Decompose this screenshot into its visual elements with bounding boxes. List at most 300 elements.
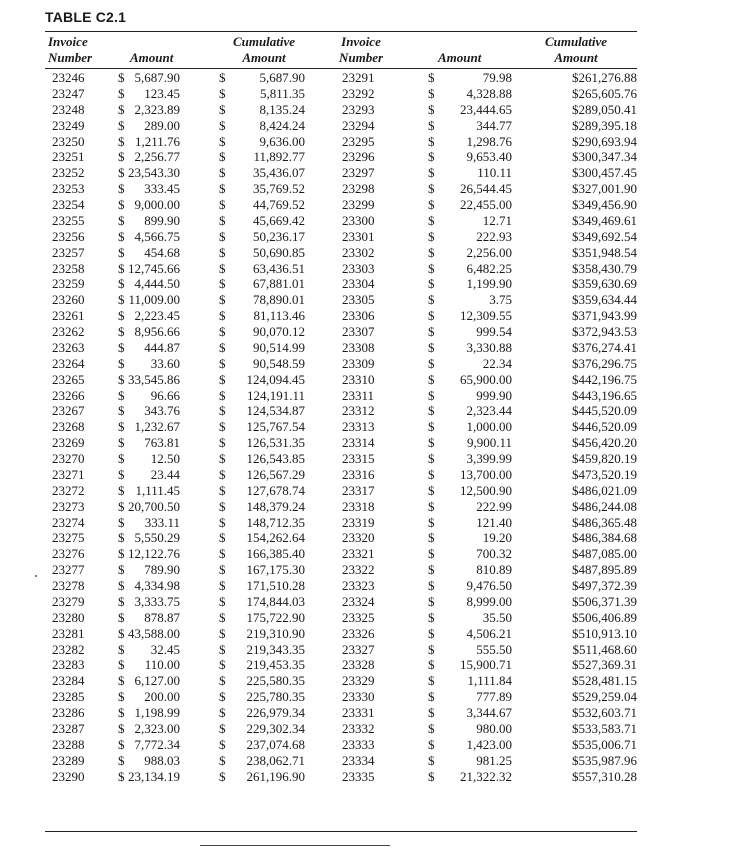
invoice-number-2-cell: 23313 bbox=[342, 419, 375, 435]
table-row bbox=[0, 626, 754, 642]
amount-2-cell: 3,344.67 bbox=[466, 705, 512, 720]
invoice-number-1-cell: 23253 bbox=[52, 181, 85, 197]
invoice-number-2-cell: 23298 bbox=[342, 181, 375, 197]
amount-2-cell: 999.54 bbox=[476, 324, 512, 339]
cumulative-amount-2-cell: $529,259.04 bbox=[572, 689, 637, 705]
cumulative-amount-1-cell: 219,453.35 bbox=[246, 657, 305, 673]
cumulative-amount-1-cell: 5,687.90 bbox=[259, 70, 305, 85]
invoice-number-1-cell: 23259 bbox=[52, 276, 85, 292]
table-row bbox=[0, 451, 754, 467]
cumulative-amount-2-cell: $359,634.44 bbox=[572, 292, 637, 308]
amount-2-cell: 9,476.50 bbox=[466, 578, 512, 593]
header-invoice-number-2-line1: Invoice bbox=[341, 34, 381, 49]
invoice-number-2-cell: 23296 bbox=[342, 149, 375, 165]
amount-2-cell: 22,455.00 bbox=[460, 197, 512, 212]
cumulative-amount-2-cell: $261,276.88 bbox=[572, 70, 637, 85]
cumulative-amount-2-cell: $372,943.53 bbox=[572, 324, 637, 339]
cumulative-amount-1-currency-sign: $ bbox=[219, 165, 226, 181]
table-row bbox=[0, 546, 754, 562]
amount-2-cell: 26,544.45 bbox=[460, 181, 512, 197]
amount-2-cell: 1,199.90 bbox=[466, 276, 512, 292]
invoice-number-2-cell: 23316 bbox=[342, 466, 375, 482]
invoice-number-2-cell: 23307 bbox=[342, 324, 375, 339]
invoice-number-2-cell: 23323 bbox=[342, 578, 375, 593]
amount-2-currency-sign: $ bbox=[428, 466, 435, 482]
invoice-number-2-cell: 23293 bbox=[342, 101, 375, 117]
invoice-number-2-cell: 23295 bbox=[342, 133, 375, 149]
amount-2-cell: 222.99 bbox=[476, 498, 512, 514]
invoice-number-2-cell: 23325 bbox=[342, 609, 375, 625]
invoice-number-2-cell: 23333 bbox=[342, 736, 375, 752]
amount-1-cell: 988.03 bbox=[144, 752, 180, 768]
header-cumulative-amount-1-line1: Cumulative bbox=[232, 34, 296, 49]
cumulative-amount-1-cell: 67,881.01 bbox=[253, 276, 305, 292]
amount-1-cell: 33,545.86 bbox=[128, 371, 180, 387]
amount-1-cell: 899.90 bbox=[144, 212, 180, 228]
table-row bbox=[0, 165, 754, 181]
amount-1-cell: 454.68 bbox=[144, 244, 180, 260]
amount-2-cell: 15,900.71 bbox=[460, 657, 512, 673]
cumulative-amount-1-cell: 125,767.54 bbox=[246, 419, 305, 435]
invoice-number-1-cell: 23251 bbox=[52, 149, 85, 165]
cumulative-amount-2-cell: $506,406.89 bbox=[572, 609, 637, 625]
amount-1-cell: 6,127.00 bbox=[134, 673, 180, 689]
cumulative-amount-1-cell: 225,580.35 bbox=[246, 673, 305, 689]
amount-1-currency-sign: $ bbox=[118, 689, 125, 705]
cumulative-amount-1-currency-sign: $ bbox=[219, 292, 226, 308]
amount-2-cell: 79.98 bbox=[482, 70, 512, 85]
amount-2-currency-sign: $ bbox=[428, 355, 435, 371]
invoice-number-1-cell: 23278 bbox=[52, 578, 85, 593]
cumulative-amount-1-cell: 11,892.77 bbox=[253, 149, 305, 165]
table-row bbox=[0, 515, 754, 531]
amount-1-currency-sign: $ bbox=[118, 355, 125, 371]
amount-2-cell: 4,328.88 bbox=[466, 85, 512, 101]
amount-2-cell: 12.71 bbox=[482, 212, 512, 228]
amount-2-cell: 13,700.00 bbox=[460, 466, 512, 482]
amount-1-cell: 20,700.50 bbox=[128, 498, 180, 514]
invoice-number-1-cell: 23270 bbox=[52, 451, 85, 466]
cumulative-amount-1-cell: 81,113.46 bbox=[253, 308, 305, 324]
cumulative-amount-2-cell: $533,583.71 bbox=[572, 720, 637, 736]
header-cumulative-amount-2-line2: Amount bbox=[554, 50, 598, 65]
cumulative-amount-1-currency-sign: $ bbox=[219, 609, 226, 625]
invoice-number-1-cell: 23250 bbox=[52, 133, 85, 149]
amount-2-cell: 4,506.21 bbox=[466, 625, 512, 641]
amount-1-cell: 8,956.66 bbox=[134, 324, 180, 339]
cumulative-amount-1-cell: 229,302.34 bbox=[246, 720, 305, 736]
amount-2-currency-sign: $ bbox=[428, 546, 435, 562]
amount-2-cell: 8,999.00 bbox=[466, 593, 512, 609]
amount-2-currency-sign: $ bbox=[428, 768, 435, 784]
amount-1-currency-sign: $ bbox=[118, 324, 125, 339]
cumulative-amount-1-currency-sign: $ bbox=[219, 752, 226, 768]
invoice-number-1-cell: 23282 bbox=[52, 641, 85, 657]
invoice-number-2-cell: 23331 bbox=[342, 705, 375, 720]
table-row bbox=[0, 229, 754, 245]
amount-2-currency-sign: $ bbox=[428, 165, 435, 181]
amount-2-cell: 1,298.76 bbox=[466, 133, 512, 149]
cumulative-amount-1-cell: 90,548.59 bbox=[253, 355, 305, 371]
cumulative-amount-1-currency-sign: $ bbox=[219, 244, 226, 260]
amount-1-cell: 1,198.99 bbox=[134, 705, 180, 720]
invoice-number-2-cell: 23314 bbox=[342, 435, 375, 451]
amount-2-cell: 121.40 bbox=[476, 514, 512, 530]
cumulative-amount-1-cell: 238,062.71 bbox=[246, 752, 305, 768]
amount-2-currency-sign: $ bbox=[428, 324, 435, 339]
cumulative-amount-1-cell: 174,844.03 bbox=[246, 593, 305, 609]
amount-1-cell: 12,745.66 bbox=[128, 260, 180, 276]
invoice-number-1-cell: 23268 bbox=[52, 419, 85, 435]
amount-2-currency-sign: $ bbox=[428, 609, 435, 625]
invoice-number-2-cell: 23306 bbox=[342, 308, 375, 324]
header-invoice-number-2-line2: Number bbox=[338, 50, 384, 65]
cumulative-amount-1-currency-sign: $ bbox=[219, 736, 226, 752]
table-row bbox=[0, 388, 754, 404]
amount-1-cell: 110.00 bbox=[144, 657, 180, 673]
invoice-number-1-cell: 23267 bbox=[52, 403, 85, 419]
amount-2-currency-sign: $ bbox=[428, 657, 435, 673]
cumulative-amount-1-currency-sign: $ bbox=[219, 768, 226, 784]
amount-1-currency-sign: $ bbox=[118, 546, 125, 562]
amount-1-currency-sign: $ bbox=[118, 197, 125, 212]
amount-1-cell: 4,334.98 bbox=[134, 578, 180, 593]
header-rule bbox=[45, 68, 637, 69]
amount-1-currency-sign: $ bbox=[118, 133, 125, 149]
cumulative-amount-2-cell: $473,520.19 bbox=[572, 466, 637, 482]
cumulative-amount-2-cell: $535,987.96 bbox=[572, 752, 637, 768]
table-body bbox=[0, 70, 754, 784]
amount-1-currency-sign: $ bbox=[118, 339, 125, 355]
amount-2-cell: 777.89 bbox=[476, 689, 512, 705]
cumulative-amount-1-cell: 154,262.64 bbox=[246, 530, 305, 546]
amount-1-currency-sign: $ bbox=[118, 720, 125, 736]
amount-1-currency-sign: $ bbox=[118, 705, 125, 720]
invoice-number-1-cell: 23285 bbox=[52, 689, 85, 705]
invoice-number-1-cell: 23288 bbox=[52, 736, 85, 752]
cumulative-amount-2-cell: $358,430.79 bbox=[572, 260, 637, 276]
cumulative-amount-2-cell: $487,085.00 bbox=[572, 546, 637, 562]
header-invoice-number-1-line1: Invoice bbox=[48, 34, 88, 49]
amount-1-currency-sign: $ bbox=[118, 387, 125, 403]
cumulative-amount-1-currency-sign: $ bbox=[219, 546, 226, 562]
cumulative-amount-2-cell: $351,948.54 bbox=[572, 244, 637, 260]
table-row bbox=[0, 213, 754, 229]
table-row bbox=[0, 86, 754, 102]
amount-1-currency-sign: $ bbox=[118, 70, 125, 85]
table-row bbox=[0, 197, 754, 213]
cumulative-amount-2-cell: $486,365.48 bbox=[572, 514, 637, 530]
invoice-number-2-cell: 23309 bbox=[342, 355, 375, 371]
cumulative-amount-2-cell: $527,369.31 bbox=[572, 657, 637, 673]
invoice-number-1-cell: 23275 bbox=[52, 530, 85, 546]
amount-2-cell: 3,399.99 bbox=[466, 451, 512, 466]
amount-1-currency-sign: $ bbox=[118, 117, 125, 133]
invoice-number-2-cell: 23335 bbox=[342, 768, 375, 784]
invoice-number-2-cell: 23319 bbox=[342, 514, 375, 530]
amount-2-currency-sign: $ bbox=[428, 720, 435, 736]
invoice-number-2-cell: 23312 bbox=[342, 403, 375, 419]
amount-1-cell: 2,256.77 bbox=[134, 149, 180, 165]
table-row bbox=[0, 118, 754, 134]
table-row bbox=[0, 356, 754, 372]
amount-2-cell: 1,000.00 bbox=[466, 419, 512, 435]
table-row bbox=[0, 435, 754, 451]
amount-1-currency-sign: $ bbox=[118, 768, 125, 784]
cumulative-amount-2-cell: $535,006.71 bbox=[572, 736, 637, 752]
amount-2-currency-sign: $ bbox=[428, 212, 435, 228]
cumulative-amount-2-cell: $289,395.18 bbox=[572, 117, 637, 133]
amount-2-cell: 22.34 bbox=[482, 355, 512, 371]
amount-2-cell: 1,111.84 bbox=[467, 673, 512, 689]
amount-1-currency-sign: $ bbox=[118, 260, 125, 276]
amount-1-cell: 1,211.76 bbox=[134, 133, 180, 149]
amount-2-currency-sign: $ bbox=[428, 593, 435, 609]
amount-2-currency-sign: $ bbox=[428, 387, 435, 403]
table-row bbox=[0, 594, 754, 610]
cumulative-amount-2-cell: $511,468.60 bbox=[572, 641, 637, 657]
invoice-number-2-cell: 23321 bbox=[342, 546, 375, 562]
amount-2-currency-sign: $ bbox=[428, 276, 435, 292]
amount-2-cell: 999.90 bbox=[476, 387, 512, 403]
amount-1-currency-sign: $ bbox=[118, 657, 125, 673]
table-row bbox=[0, 769, 754, 785]
invoice-number-2-cell: 23330 bbox=[342, 689, 375, 705]
table-row bbox=[0, 181, 754, 197]
amount-2-currency-sign: $ bbox=[428, 197, 435, 212]
amount-2-currency-sign: $ bbox=[428, 419, 435, 435]
invoice-number-1-cell: 23272 bbox=[52, 482, 85, 498]
amount-1-cell: 2,323.89 bbox=[134, 101, 180, 117]
cumulative-amount-1-cell: 44,769.52 bbox=[253, 197, 305, 212]
invoice-number-2-cell: 23294 bbox=[342, 117, 375, 133]
invoice-number-2-cell: 23310 bbox=[342, 371, 375, 387]
invoice-number-1-cell: 23289 bbox=[52, 752, 85, 768]
invoice-number-1-cell: 23287 bbox=[52, 720, 85, 736]
cumulative-amount-2-cell: $486,244.08 bbox=[572, 498, 637, 514]
amount-1-currency-sign: $ bbox=[118, 625, 125, 641]
amount-1-cell: 5,550.29 bbox=[134, 530, 180, 546]
amount-1-cell: 11,009.00 bbox=[128, 292, 180, 308]
amount-2-cell: 344.77 bbox=[476, 117, 512, 133]
amount-1-cell: 32.45 bbox=[150, 641, 180, 657]
cumulative-amount-1-cell: 261,196.90 bbox=[246, 768, 305, 784]
invoice-number-2-cell: 23327 bbox=[342, 641, 375, 657]
amount-2-currency-sign: $ bbox=[428, 339, 435, 355]
amount-1-cell: 200.00 bbox=[144, 689, 180, 705]
cumulative-amount-1-currency-sign: $ bbox=[219, 625, 226, 641]
cumulative-amount-2-cell: $506,371.39 bbox=[572, 593, 637, 609]
amount-1-cell: 7,772.34 bbox=[134, 736, 180, 752]
amount-1-currency-sign: $ bbox=[118, 149, 125, 165]
cumulative-amount-1-currency-sign: $ bbox=[219, 562, 226, 578]
amount-1-currency-sign: $ bbox=[118, 276, 125, 292]
table-title: TABLE C2.1 bbox=[45, 9, 127, 25]
invoice-number-1-cell: 23263 bbox=[52, 339, 85, 355]
invoice-number-1-cell: 23269 bbox=[52, 435, 85, 451]
cumulative-amount-1-currency-sign: $ bbox=[219, 324, 226, 339]
cumulative-amount-2-cell: $456,420.20 bbox=[572, 435, 637, 451]
invoice-number-1-cell: 23290 bbox=[52, 768, 85, 784]
cumulative-amount-1-currency-sign: $ bbox=[219, 260, 226, 276]
invoice-number-2-cell: 23320 bbox=[342, 530, 375, 546]
header-amount-2 bbox=[438, 50, 481, 66]
cumulative-amount-1-currency-sign: $ bbox=[219, 705, 226, 720]
invoice-number-1-cell: 23257 bbox=[52, 244, 85, 260]
invoice-number-1-cell: 23249 bbox=[52, 117, 85, 133]
cumulative-amount-1-currency-sign: $ bbox=[219, 387, 226, 403]
invoice-number-1-cell: 23276 bbox=[52, 546, 85, 562]
amount-2-cell: 110.11 bbox=[477, 165, 512, 181]
invoice-number-2-cell: 23332 bbox=[342, 720, 375, 736]
invoice-number-1-cell: 23274 bbox=[52, 514, 85, 530]
invoice-number-1-cell: 23254 bbox=[52, 197, 85, 212]
amount-2-cell: 9,900.11 bbox=[466, 435, 512, 451]
amount-1-cell: 3,333.75 bbox=[134, 593, 180, 609]
invoice-number-1-cell: 23246 bbox=[52, 70, 85, 85]
header-invoice-number-1 bbox=[48, 34, 92, 66]
amount-2-cell: 2,256.00 bbox=[466, 244, 512, 260]
amount-2-currency-sign: $ bbox=[428, 133, 435, 149]
cumulative-amount-1-cell: 219,310.90 bbox=[246, 625, 305, 641]
amount-1-cell: 4,444.50 bbox=[134, 276, 180, 292]
invoice-number-1-cell: 23279 bbox=[52, 593, 85, 609]
invoice-number-1-cell: 23280 bbox=[52, 609, 85, 625]
cumulative-amount-1-cell: 127,678.74 bbox=[246, 482, 305, 498]
table-row bbox=[0, 689, 754, 705]
cumulative-amount-2-cell: $528,481.15 bbox=[572, 673, 637, 689]
amount-2-cell: 3.75 bbox=[489, 292, 512, 308]
cumulative-amount-1-currency-sign: $ bbox=[219, 197, 226, 212]
cumulative-amount-1-cell: 166,385.40 bbox=[246, 546, 305, 562]
cumulative-amount-2-cell: $487,895.89 bbox=[572, 562, 637, 578]
cumulative-amount-1-currency-sign: $ bbox=[219, 578, 226, 593]
invoice-number-1-cell: 23283 bbox=[52, 657, 85, 673]
amount-1-cell: 343.76 bbox=[144, 403, 180, 419]
amount-1-currency-sign: $ bbox=[118, 371, 125, 387]
cumulative-amount-1-cell: 237,074.68 bbox=[246, 736, 305, 752]
table-row bbox=[0, 70, 754, 86]
table-row bbox=[0, 753, 754, 769]
amount-2-cell: 6,482.25 bbox=[466, 260, 512, 276]
amount-1-currency-sign: $ bbox=[118, 593, 125, 609]
amount-2-cell: 19.20 bbox=[482, 530, 512, 546]
table-row bbox=[0, 102, 754, 118]
amount-1-cell: 123.45 bbox=[144, 85, 180, 101]
cumulative-amount-2-cell: $300,347.34 bbox=[572, 149, 637, 165]
cumulative-amount-1-cell: 90,070.12 bbox=[253, 324, 305, 339]
amount-2-currency-sign: $ bbox=[428, 482, 435, 498]
invoice-number-1-cell: 23277 bbox=[52, 562, 85, 578]
invoice-number-1-cell: 23260 bbox=[52, 292, 85, 308]
cumulative-amount-2-cell: $497,372.39 bbox=[572, 578, 637, 593]
cumulative-amount-1-currency-sign: $ bbox=[219, 117, 226, 133]
amount-2-cell: 981.25 bbox=[476, 752, 512, 768]
amount-1-currency-sign: $ bbox=[118, 292, 125, 308]
invoice-number-2-cell: 23292 bbox=[342, 85, 375, 101]
amount-1-currency-sign: $ bbox=[118, 562, 125, 578]
amount-1-currency-sign: $ bbox=[118, 101, 125, 117]
cumulative-amount-1-cell: 35,769.52 bbox=[253, 181, 305, 197]
cumulative-amount-1-currency-sign: $ bbox=[219, 101, 226, 117]
invoice-number-2-cell: 23302 bbox=[342, 244, 375, 260]
amount-2-currency-sign: $ bbox=[428, 562, 435, 578]
amount-2-cell: 222.93 bbox=[476, 228, 512, 244]
cumulative-amount-1-cell: 50,236.17 bbox=[253, 228, 305, 244]
amount-2-currency-sign: $ bbox=[428, 403, 435, 419]
amount-1-cell: 43,588.00 bbox=[128, 625, 180, 641]
amount-2-cell: 3,330.88 bbox=[466, 339, 512, 355]
table-row bbox=[0, 657, 754, 673]
amount-1-cell: 1,111.45 bbox=[135, 482, 180, 498]
table-row bbox=[0, 245, 754, 261]
amount-2-cell: 9,653.40 bbox=[466, 149, 512, 165]
cumulative-amount-1-cell: 63,436.51 bbox=[253, 260, 305, 276]
amount-2-currency-sign: $ bbox=[428, 705, 435, 720]
amount-1-cell: 23,134.19 bbox=[128, 768, 180, 784]
cumulative-amount-1-currency-sign: $ bbox=[219, 720, 226, 736]
cumulative-amount-1-currency-sign: $ bbox=[219, 530, 226, 546]
invoice-number-1-cell: 23247 bbox=[52, 85, 85, 101]
amount-1-currency-sign: $ bbox=[118, 514, 125, 530]
amount-1-currency-sign: $ bbox=[118, 451, 125, 466]
amount-2-currency-sign: $ bbox=[428, 85, 435, 101]
cumulative-amount-2-cell: $359,630.69 bbox=[572, 276, 637, 292]
amount-2-cell: 810.89 bbox=[476, 562, 512, 578]
amount-1-currency-sign: $ bbox=[118, 165, 125, 181]
amount-1-cell: 9,000.00 bbox=[134, 197, 180, 212]
amount-1-cell: 2,223.45 bbox=[134, 308, 180, 324]
table-row bbox=[0, 642, 754, 658]
amount-1-currency-sign: $ bbox=[118, 85, 125, 101]
table-row bbox=[0, 324, 754, 340]
cumulative-amount-1-cell: 124,094.45 bbox=[246, 371, 305, 387]
cumulative-amount-1-cell: 5,811.35 bbox=[259, 85, 305, 101]
amount-2-cell: 1,423.00 bbox=[466, 736, 512, 752]
header-amount-2-line1: Amount bbox=[438, 50, 482, 65]
amount-2-cell: 980.00 bbox=[476, 720, 512, 736]
cumulative-amount-1-currency-sign: $ bbox=[219, 435, 226, 451]
table-row bbox=[0, 340, 754, 356]
invoice-number-2-cell: 23300 bbox=[342, 212, 375, 228]
amount-1-cell: 333.45 bbox=[144, 181, 180, 197]
table-row bbox=[0, 705, 754, 721]
table-row bbox=[0, 562, 754, 578]
cumulative-amount-1-currency-sign: $ bbox=[219, 85, 226, 101]
cumulative-amount-1-currency-sign: $ bbox=[219, 339, 226, 355]
table-row bbox=[0, 308, 754, 324]
header-cumulative-amount-1 bbox=[225, 34, 303, 66]
invoice-number-2-cell: 23311 bbox=[342, 387, 375, 403]
invoice-number-2-cell: 23291 bbox=[342, 70, 375, 85]
invoice-number-1-cell: 23255 bbox=[52, 212, 85, 228]
cumulative-amount-1-currency-sign: $ bbox=[219, 181, 226, 197]
amount-1-cell: 4,566.75 bbox=[134, 228, 180, 244]
cumulative-amount-2-cell: $349,692.54 bbox=[572, 228, 637, 244]
amount-2-cell: 700.32 bbox=[476, 546, 512, 562]
amount-2-currency-sign: $ bbox=[428, 514, 435, 530]
amount-1-currency-sign: $ bbox=[118, 673, 125, 689]
cumulative-amount-1-cell: 9,636.00 bbox=[259, 133, 305, 149]
cumulative-amount-2-cell: $376,296.75 bbox=[572, 355, 637, 371]
cumulative-amount-1-cell: 148,379.24 bbox=[246, 498, 305, 514]
cumulative-amount-1-cell: 126,531.35 bbox=[246, 435, 305, 451]
table-row bbox=[0, 737, 754, 753]
cumulative-amount-1-currency-sign: $ bbox=[219, 482, 226, 498]
cumulative-amount-2-cell: $327,001.90 bbox=[572, 181, 637, 197]
cumulative-amount-2-cell: $371,943.99 bbox=[572, 308, 637, 324]
stray-dot bbox=[35, 575, 37, 577]
